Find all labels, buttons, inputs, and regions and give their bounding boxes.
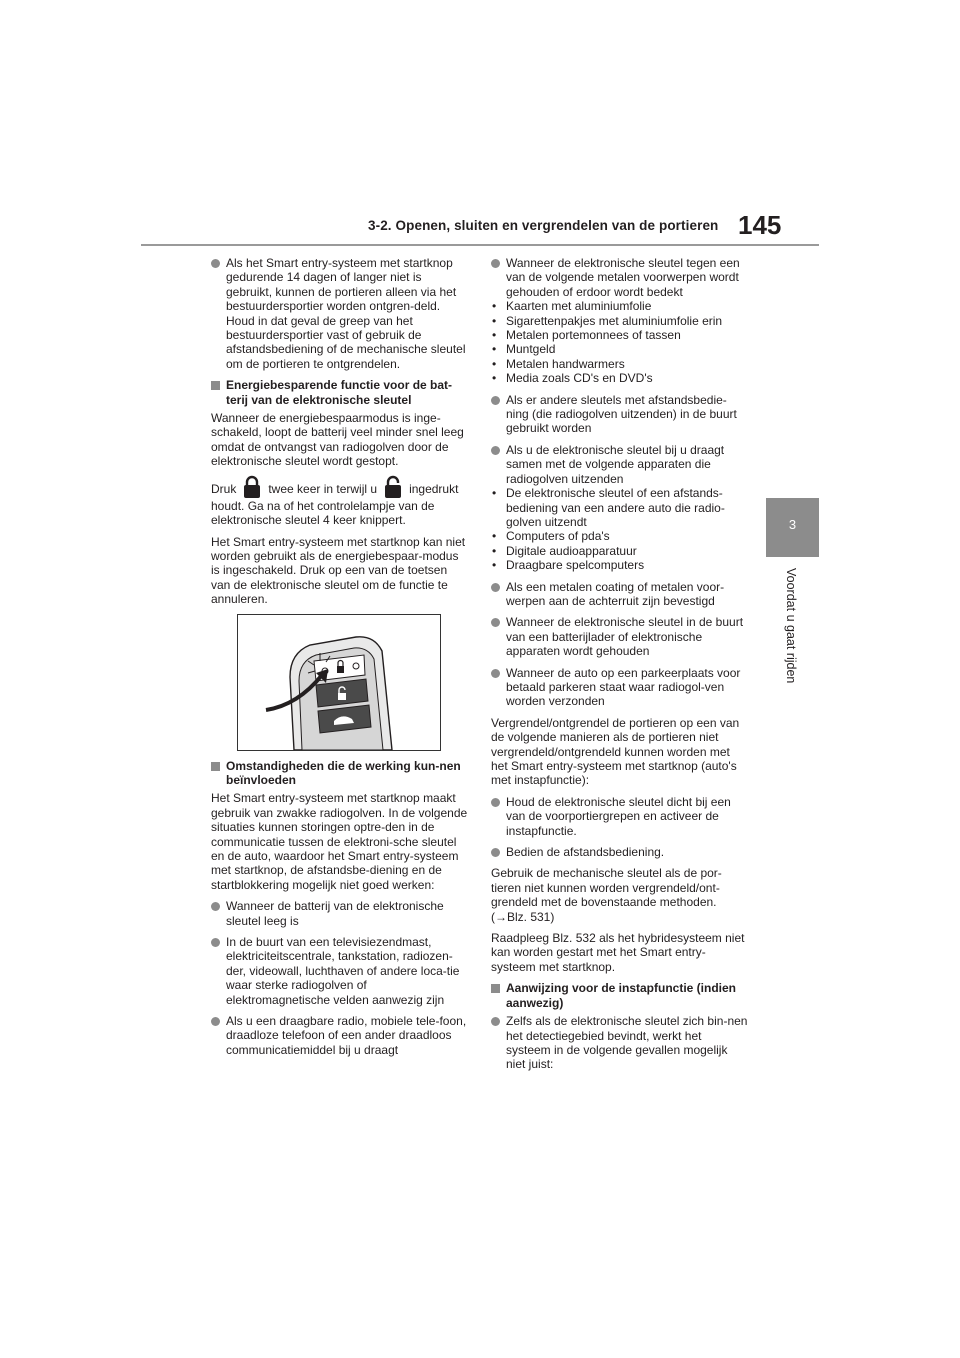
heading-square-icon (491, 984, 500, 993)
list-item (491, 486, 749, 529)
bullet-text: Houd de elektronische sleutel dicht bij een van de voorportiergrepen en activeer de instapfunctie. (506, 794, 731, 838)
bullet-dot-icon (491, 259, 500, 268)
paragraph-fragment: ingedrukt (409, 482, 459, 497)
list-item-text: Metalen portemonnees of tassen (506, 328, 681, 343)
bullet-item (211, 256, 469, 371)
paragraph: Wanneer de energiebespaarmodus is inge-schakeld, loopt de batterij veel minder snel leeg omdat de ontvangst van radiogolven door de elektronische sleutel wordt gestopt. (211, 411, 464, 469)
bullet-text: Wanneer de batterij van de elektronische sleutel leeg is (226, 899, 444, 928)
list-item-text: Metalen handwarmers (506, 356, 625, 371)
bullet-dot-icon (491, 669, 500, 678)
sub-bullet-marker: • (492, 313, 497, 328)
bullet-item (211, 899, 469, 928)
chapter-title: Voordat u gaat rijden (784, 568, 798, 684)
chapter-number: 3 (788, 517, 797, 532)
bullet-text: Zelfs als de elektronische sleutel zich bin-nen het detectiegebied bevindt, werkt het systeem in de volgende gevallen mogelijk niet juist: (506, 1014, 748, 1072)
list-item-text: Digitale audioapparatuur (506, 543, 637, 558)
bullet-dot-icon (491, 1017, 500, 1026)
list-item-text: Kaarten met aluminiumfolie (506, 299, 652, 314)
bullet-text: Wanneer de elektronische sleutel in de buurt van een batterijlader of elektronische apparaten wordt gehouden (506, 615, 744, 659)
sub-bullet-marker: • (492, 342, 497, 357)
bullet-item (491, 845, 749, 859)
unlock-icon (383, 475, 403, 499)
bullet-text: Als het Smart entry-systeem met startknop gedurende 14 dagen of langer niet is gebruikt, kunnen de portieren alleen via het bestuurdersportier worden ontgren-deld. Houd in dat geval de greep van het bestuurdersportier vast of gebruik de afstandsbediening of de mechanische sleutel om de portieren te ontgrendelen. (226, 256, 466, 371)
paragraph-fragment: Druk (211, 482, 237, 497)
bullet-text: Als er andere sleutels met afstandsbedie-ning (die radiogolven uitzenden) in de buurt gebruikt worden (506, 392, 737, 436)
bullet-item (491, 256, 749, 299)
left-column (211, 256, 469, 1064)
bullet-dot-icon (491, 618, 500, 627)
bullet-item (491, 1014, 749, 1072)
bullet-text: Als u de elektronische sleutel bij u draagt samen met de volgende apparaten die radiogolven uitzenden (506, 442, 725, 486)
bullet-dot-icon (211, 259, 220, 268)
list-item (491, 314, 749, 328)
list-item (491, 342, 749, 356)
bullet-text: Als een metalen coating of metalen voor-werpen aan de achterruit zijn bevestigd (506, 579, 725, 608)
sub-bullet-marker: • (492, 558, 497, 573)
paragraph: Raadpleeg Blz. 532 als het hybridesysteem niet kan worden gestart met het Smart entry-systeem met startknop. (491, 931, 745, 974)
right-column (491, 256, 749, 1079)
section-heading (211, 378, 469, 407)
heading-square-icon (211, 381, 220, 390)
list-item (491, 558, 749, 572)
sub-list (491, 486, 749, 572)
sub-bullet-marker: • (492, 356, 497, 371)
bullet-item (211, 935, 469, 1007)
key-illustration (237, 614, 441, 751)
sub-list (491, 299, 749, 385)
paragraph-with-icons (211, 481, 469, 528)
paragraph: Gebruik de mechanische sleutel als de por-tieren niet kunnen worden vergrendeld/ont-grendeld met de bovenstaande methoden. (→Blz. 531) (491, 866, 722, 924)
bullet-item (491, 615, 749, 658)
list-item (491, 529, 749, 543)
bullet-text: Wanneer de auto op een parkeerplaats voor betaald parkeren staat waar radiogol-ven worden verzonden (506, 665, 741, 709)
lock-icon (242, 475, 262, 499)
list-item (491, 371, 749, 385)
paragraph-fragment: houdt. Ga na of het controlelampje van de elektronische sleutel 4 keer knippert. (211, 498, 435, 528)
paragraph: Het Smart entry-systeem met startknop kan niet worden gebruikt als de energiebespaar-modus is ingeschakeld. Druk op een van de toetsen van de elektronische sleutel om de functie te annuleren. (211, 534, 466, 607)
bullet-dot-icon (211, 902, 220, 911)
bullet-item (491, 666, 749, 709)
sub-bullet-marker: • (492, 299, 497, 314)
bullet-dot-icon (211, 938, 220, 947)
bullet-text: Als u een draagbare radio, mobiele tele-foon, draadloze telefoon of een ander draadloos communicatiemiddel bij u draagt (226, 1014, 467, 1057)
bullet-text: Wanneer de elektronische sleutel tegen een van de volgende metalen voorwerpen wordt gehouden of erdoor wordt bedekt (506, 256, 740, 299)
list-item-text: De elektronische sleutel of een afstands-bediening van een andere auto die radio-golven uitzendt (506, 486, 725, 529)
paragraph-fragment: twee keer in terwijl u (268, 482, 378, 497)
sub-bullet-marker: • (492, 543, 497, 558)
bullet-item (491, 393, 749, 436)
list-item (491, 328, 749, 342)
bullet-dot-icon (491, 848, 500, 857)
header-rule (141, 244, 819, 246)
bullet-dot-icon (491, 798, 500, 807)
bullet-item (491, 580, 749, 609)
sub-bullet-marker: • (492, 486, 497, 501)
list-item (491, 357, 749, 371)
sub-bullet-marker: • (492, 371, 497, 386)
bullet-dot-icon (211, 1017, 220, 1026)
bullet-item (491, 795, 749, 838)
sub-bullet-marker: • (492, 529, 497, 544)
list-item (491, 299, 749, 313)
bullet-dot-icon (491, 583, 500, 592)
list-item-text: Sigarettenpakjes met aluminiumfolie erin (506, 313, 723, 328)
paragraph: Vergrendel/ontgrendel de portieren op een van de volgende manieren als de portieren niet vergrendeld/ontgrendeld kunnen worden met het Smart entry-systeem met startknop (auto's met instapfunctie): (491, 715, 740, 788)
list-item-text: Muntgeld (506, 342, 556, 357)
bullet-item (211, 1014, 469, 1057)
section-heading (491, 981, 749, 1010)
list-item-text: Media zoals CD's en DVD's (506, 371, 653, 386)
section-title: 3-2. Openen, sluiten en vergrendelen van de portieren (368, 218, 719, 233)
electronic-key-image (238, 615, 440, 750)
list-item (491, 544, 749, 558)
section-heading (211, 759, 469, 788)
heading-text: Omstandigheden die de werking kun-nen beïnvloeden (226, 758, 461, 787)
bullet-item (491, 443, 749, 486)
heading-square-icon (211, 762, 220, 771)
paragraph: Het Smart entry-systeem met startknop maakt gebruik van zwakke radiogolven. In de volgende situaties kunnen storingen optre-den in de communicatie tussen de elektroni-sche sleutel en de auto, waardoor het Smart entry-systeem met startknop, de afstandsbe-diening en de startblokkering mogelijk niet goed werken: (211, 791, 468, 892)
heading-text: Energiebesparende functie voor de bat-terij van de elektronische sleutel (226, 378, 453, 407)
bullet-dot-icon (491, 396, 500, 405)
bullet-dot-icon (491, 446, 500, 455)
list-item-text: Computers of pda's (506, 529, 610, 544)
chapter-tab (766, 498, 819, 557)
sub-bullet-marker: • (492, 328, 497, 343)
bullet-text: Bedien de afstandsbediening. (506, 845, 665, 860)
list-item-text: Draagbare spelcomputers (506, 558, 645, 573)
heading-text: Aanwijzing voor de instapfunctie (indien aanwezig) (506, 981, 737, 1010)
bullet-text: In de buurt van een televisiezendmast, elektriciteitscentrale, tankstation, radiozen-der, videowall, luchthaven of andere loca-tie waar sterke radiogolven of elektromagnetische velden aanwezig zijn (226, 935, 460, 1007)
page-number: 145 (738, 210, 782, 240)
